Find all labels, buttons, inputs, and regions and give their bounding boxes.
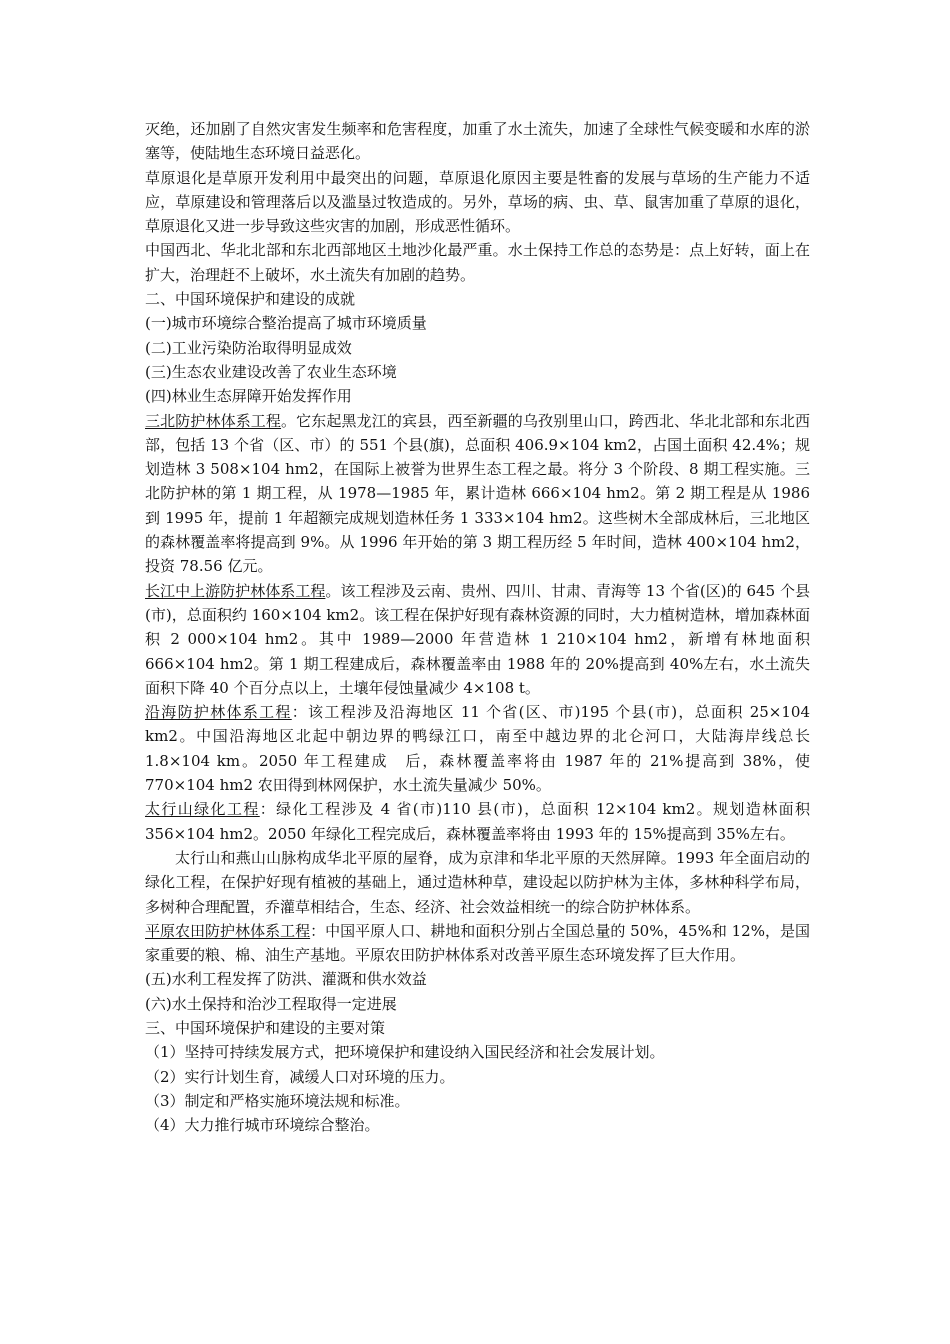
countermeasure-item-4: （4）大力推行城市环境综合整治。 xyxy=(145,1116,380,1135)
paragraph-taihang-project xyxy=(145,797,810,846)
paragraph-pingyuan-project xyxy=(145,919,810,968)
project-text-taihang: ：绿化工程涉及 4 省(市)110 县(市)，总面积 12×104 km2。规划造林面积 356×104 hm2。2050 年绿化工程完成后，森林覆盖率将由 1993 年的 15%提高到 35%左右。 xyxy=(145,800,810,843)
project-title-taihang: 太行山绿化工程 xyxy=(145,800,260,819)
project-text-yanhai: ：该工程涉及沿海地区 11 个省(区、市)195 个县(市)，总面积 25×104 km2。中国沿海地区北起中朝边界的鸭绿江口，南至中越边界的北仑河口，大陆海岸线总长 1.8×104 km。2050 年工程建成 后，森林覆盖率将由 1987 年的 21%提高到 38%，使 770×104 hm2 农田得到林网保护，水土流失量减少 50%。 xyxy=(145,703,810,795)
paragraph-sanbei-project xyxy=(145,409,810,579)
list-item-urban-environment: (一)城市环境综合整治提高了城市环境质量 xyxy=(145,314,427,333)
list-item-water-conservancy: (五)水利工程发挥了防洪、灌溉和供水效益 xyxy=(145,970,427,989)
project-title-changjiang: 长江中上游防护林体系工程 xyxy=(145,581,326,600)
project-text-pingyuan: ：中国平原人口、耕地和面积分别占全国总量的 50%，45%和 12%，是国家重要的粮、棉、油生产基地。平原农田防护林体系对改善平原生态环境发挥了巨大作用。 xyxy=(145,921,810,965)
countermeasure-item-2: （2）实行计划生育，减缓人口对环境的压力。 xyxy=(145,1067,455,1086)
paragraph-changjiang-project xyxy=(145,579,810,700)
paragraph-grassland-degradation: 草原退化是草原开发利用中最突出的问题，草原退化原因主要是牲畜的发展与草场的生产能力不适应，草原建设和管理落后以及滥垦过牧造成的。另外，草场的病、虫、草、鼠害加重了草原的退化，草原退化又进一步导致这些灾害的加剧，形成恶性循环。 xyxy=(145,168,810,236)
project-title-yanhai: 沿海防护林体系工程 xyxy=(145,703,292,722)
list-item-soil-conservation: (六)水土保持和治沙工程取得一定进展 xyxy=(145,994,397,1013)
project-text-changjiang: 。该工程涉及云南、贵州、四川、甘肃、青海等 13 个省(区)的 645 个县(市)，总面积约 160×104 km2。该工程在保护好现有森林资源的同时，大力植树造林，增加森林面积 2 000×104 hm2。其中 1989—2000 年营造林 1 210×104 hm2，新增有林地面积 666×104 hm2。第 1 期工程建成后，森林覆盖率由 1988 年的 20%提高到 40%左右，水土流失面积下降 40 个百分点以上，土壤年侵蚀量减少 4×108 t。 xyxy=(145,581,810,697)
document-body xyxy=(145,117,810,1137)
list-item-forestry-barrier: (四)林业生态屏障开始发挥作用 xyxy=(145,387,352,406)
section-heading-countermeasures: 三、中国环境保护和建设的主要对策 xyxy=(145,1018,386,1037)
section-heading-achievements: 二、中国环境保护和建设的成就 xyxy=(145,290,356,309)
paragraph-ecology-deterioration: 灭绝，还加剧了自然灾害发生频率和危害程度，加重了水土流失，加速了全球性气候变暖和水库的淤塞等，使陆地生态环境日益恶化。 xyxy=(145,120,810,163)
paragraph-desertification: 中国西北、华北北部和东北西部地区土地沙化最严重。水土保持工作总的态势是：点上好转，面上在扩大，治理赶不上破坏，水土流失有加剧的趋势。 xyxy=(145,241,810,284)
paragraph-taihang-details: 太行山和燕山山脉构成华北平原的屋脊，成为京津和华北平原的天然屏障。1993 年全面启动的绿化工程，在保护好现有植被的基础上，通过造林种草，建设起以防护林为主体，多林种科学布局，多树种合理配置，乔灌草相结合，生态、经济、社会效益相统一的综合防护林体系。 xyxy=(145,848,810,916)
list-item-ecological-agriculture: (三)生态农业建设改善了农业生态环境 xyxy=(145,362,397,381)
project-title-pingyuan: 平原农田防护林体系工程 xyxy=(145,921,311,940)
project-text-sanbei: 。它东起黑龙江的宾县，西至新疆的乌孜别里山口，跨西北、华北北部和东北西部，包括 13 个省（区、市）的 551 个县(旗)，总面积 406.9×104 km2，占国土面积 42.4%；规划造林 3 508×104 hm2，在国际上被誉为世界生态工程之最。将分 3 个阶段、8 期工程实施。三北防护林的第 1 期工程，从 1978—1985 年，累计造林 666×104 hm2。第 2 期工程是从 1986 到 1995 年，提前 1 年超额完成规划造林任务 1 333×104 hm2。这些树木全部成林后，三北地区的森林覆盖率将提高到 9%。从 1996 年开始的第 3 期工程历经 5 年时间，造林 400×104 hm2，投资 78.56 亿元。 xyxy=(145,411,810,576)
paragraph-yanhai-project xyxy=(145,700,810,797)
project-title-sanbei: 三北防护林体系工程 xyxy=(145,411,282,430)
countermeasure-item-3: （3）制定和严格实施环境法规和标准。 xyxy=(145,1091,410,1110)
countermeasure-item-1: （1）坚持可持续发展方式，把环境保护和建设纳入国民经济和社会发展计划。 xyxy=(145,1043,665,1062)
list-item-industrial-pollution: (二)工业污染防治取得明显成效 xyxy=(145,338,352,357)
